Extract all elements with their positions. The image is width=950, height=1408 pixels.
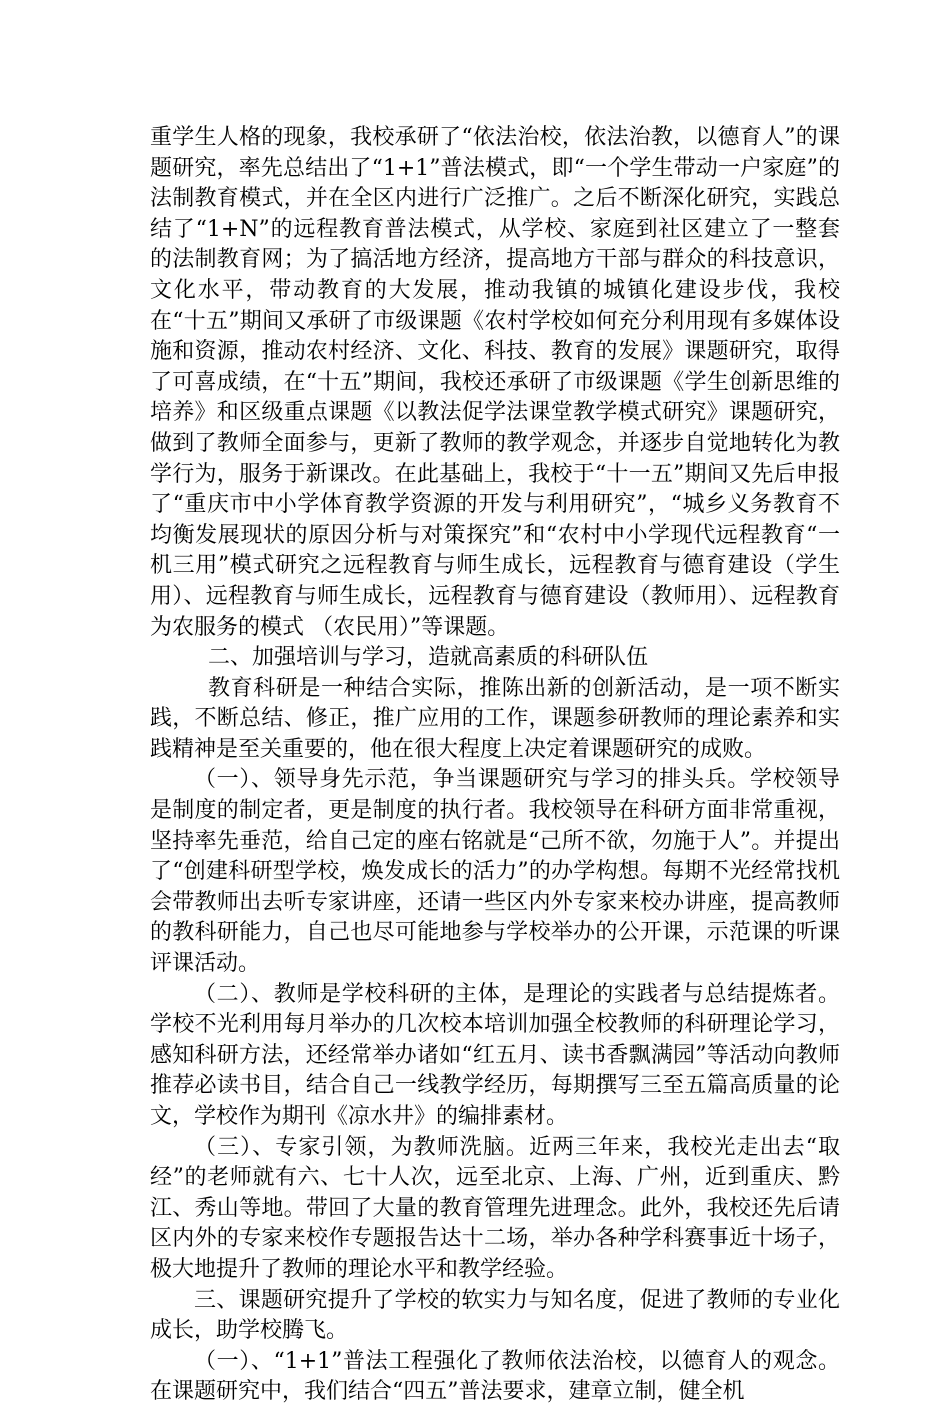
paragraph-teachers-main-body: （二）、教师是学校科研的主体，是理论的实践者与总结提炼者。学校不光利用每月举办的几次校本培训加强全校教师的科研理论学习，感知科研方法，还经常举办诸如“红五月、读书香飘满园”等活动向教师推荐必读书目，结合自己一线教学经历，每期撰写三至五篇高质量的论文，学校作为期刊《凉水井》的编排素材。 <box>150 981 840 1129</box>
section-heading-soft-power: 三、课题研究提升了学校的软实力与知名度，促进了教师的专业化成长，助学校腾飞。 <box>150 1287 840 1344</box>
section-heading-training: 二、加强培训与学习，造就高素质的科研队伍 <box>208 645 649 671</box>
document-page <box>150 123 840 1408</box>
paragraph-research-projects: 重学生人格的现象，我校承研了“依法治校，依法治教，以德育人”的课题研究，率先总结出了“1+1”普法模式，即“一个学生带动一户家庭”的法制教育模式，并在全区内进行广泛推广。之后不断深化研究，实践总结了“1+N”的远程教育普法模式，从学校、家庭到社区建立了一整套的法制教育网；为了搞活地方经济，提高地方干部与群众的科技意识，文化水平，带动教育的大发展，推动我镇的城镇化建设步伐，我校在“十五”期间又承研了市级课题《农村学校如何充分利用现有多媒体设施和资源，推动农村经济、文化、科技、教育的发展》课题研究，取得了可喜成绩，在“十五”期间，我校还承研了市级课题《学生创新思维的培养》和区级重点课题《以教法促学法课堂教学模式研究》课题研究，做到了教师全面参与，更新了教师的教学观念，并逐步自觉地转化为教学行为，服务于新课改。在此基础上，我校于“十一五”期间又先后申报了“重庆市中小学体育教学资源的开发与利用研究”，“城乡义务教育不均衡发展现状的原因分析与对策探究”和“农村中小学现代远程教育“一机三用”模式研究之远程教育与师生成长，远程教育与德育建设（学生用）、远程教育与师生成长，远程教育与德育建设（教师用）、远程教育为农服务的模式 （农民用）”等课题。 <box>150 125 840 640</box>
paragraph-research-nature: 教育科研是一种结合实际，推陈出新的创新活动，是一项不断实践，不断总结、修正，推广应用的工作，课题参研教师的理论素养和实践精神是至关重要的，他在很大程度上决定着课题研究的成败。 <box>150 675 840 762</box>
paragraph-expert-guidance: （三）、专家引领，为教师洗脑。近两三年来，我校光走出去“取经”的老师就有六、七十人次，远至北京、上海、广州，近到重庆、黔江、秀山等地。带回了大量的教育管理先进理念。此外，我校还先后请区内外的专家来校作专题报告达十二场，举办各种学科赛事近十场子，极大地提升了教师的理论水平和教学经验。 <box>150 1134 840 1282</box>
paragraph-law-education: （一）、“1+1”普法工程强化了教师依法治校，以德育人的观念。在课题研究中，我们结合“四五”普法要求，建章立制，健全机 <box>150 1348 840 1405</box>
paragraph-leadership-example: （一）、领导身先示范，争当课题研究与学习的排头兵。学校领导是制度的制定者，更是制度的执行者。我校领导在科研方面非常重视，坚持率先垂范，给自己定的座右铭就是“己所不欲，勿施于人”。并提出了“创建科研型学校，焕发成长的活力”的办学构想。每期不光经常找机会带教师出去听专家讲座，还请一些区内外专家来校办讲座，提高教师的教科研能力，自己也尽可能地参与学校举办的公开课，示范课的听课评课活动。 <box>150 767 840 977</box>
